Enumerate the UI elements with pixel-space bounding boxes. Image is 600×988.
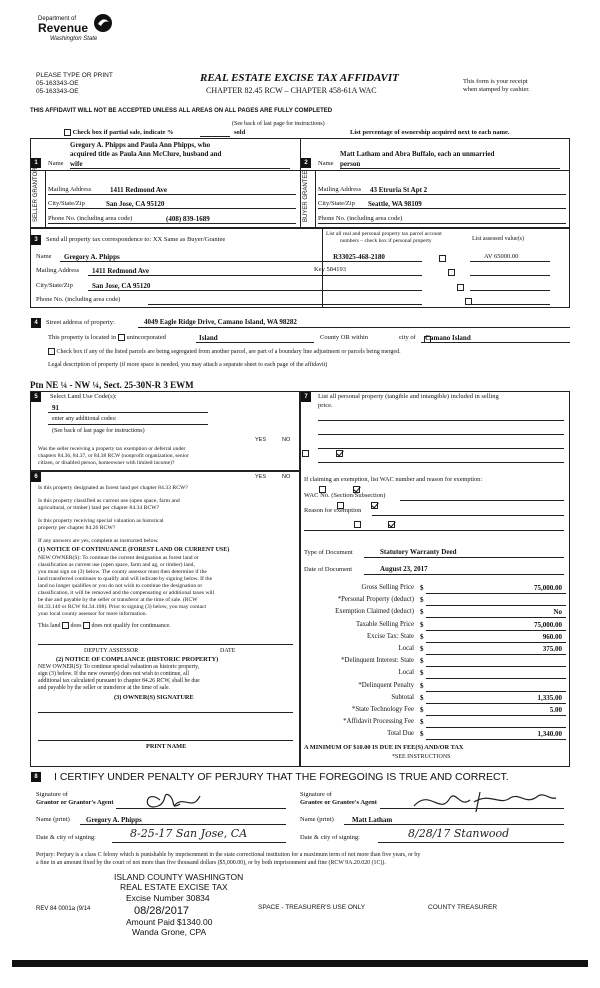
fee-label: Gross Selling Price xyxy=(361,584,414,591)
assessed-field-1 xyxy=(470,261,550,262)
notice-1-line7: be due and payable by the seller or transferor at the time of sale. (RCW xyxy=(38,597,198,603)
grantor-date-field xyxy=(112,842,286,843)
corr-address-label: Mailing Address xyxy=(36,267,80,274)
corr-phone-label: Phone No. (including area code) xyxy=(36,296,121,303)
owner-signature-label: (3) OWNER(S) SIGNATURE xyxy=(114,694,194,701)
parcel-number-2: Key 584193 xyxy=(314,266,346,273)
fee-currency: $ xyxy=(420,706,424,714)
fee-value-line xyxy=(426,715,566,716)
agency-line2: Revenue xyxy=(38,21,89,35)
section-1-badge: 1 xyxy=(31,158,41,168)
correspondence-label: Send all property tax correspondence to: XX Same as Buyer/Grantee xyxy=(46,236,226,243)
fee-value-line xyxy=(426,630,566,631)
parcel-personal-checkbox-2[interactable] xyxy=(448,269,455,276)
form-title: REAL ESTATE EXCISE TAX AFFIDAVIT xyxy=(200,72,399,84)
parcel-header-1: List all real and personal property tax parcel account xyxy=(326,231,442,237)
notice-1-line4: land transferred continues to qualify and will indicate by signing below. If the xyxy=(38,576,213,582)
grantor-date-label: Date & city of signing: xyxy=(36,834,96,841)
land-use-field xyxy=(48,412,208,413)
see-back-note: (See back of last page for instructions) xyxy=(232,121,325,127)
fee-currency: $ xyxy=(420,693,424,702)
notice-1-title: (1) NOTICE OF CONTINUANCE (FOREST LAND OR CURRENT USE) xyxy=(38,547,230,553)
stamp-line-1: ISLAND COUNTY WASHINGTON xyxy=(114,872,244,882)
corr-address-field xyxy=(88,275,315,276)
fee-currency: $ xyxy=(420,596,424,605)
fee-value-line xyxy=(426,593,566,594)
parcel-header-2: numbers – check box if personal property xyxy=(340,238,432,244)
grantee-date-label: Date & city of signing: xyxy=(300,834,360,841)
doc-type-field xyxy=(364,557,564,558)
seller-address-field xyxy=(48,194,296,195)
additional-codes-label: enter any additional codes: xyxy=(52,416,117,422)
fee-label: *Delinquent Interest: State xyxy=(341,657,414,665)
segregated-checkbox[interactable] xyxy=(48,348,55,355)
exemption-reason-field-2 xyxy=(304,530,564,531)
revenue-logo xyxy=(30,12,120,44)
grantor-name-label: Name (print) xyxy=(36,816,70,823)
fee-row xyxy=(304,682,566,693)
section-5-see-back: (See back of last page for instructions) xyxy=(52,428,145,434)
fee-row xyxy=(304,669,566,680)
ownership-note: List percentage of ownership acquired next to each name. xyxy=(350,129,510,136)
buyer-name-line1: Matt Latham and Abra Buffalo, each an unmarried xyxy=(340,150,495,158)
fee-value-line xyxy=(426,691,566,692)
does-checkbox[interactable] xyxy=(62,622,69,629)
fee-value: 375.00 xyxy=(542,645,562,653)
does-not-checkbox[interactable] xyxy=(83,622,90,629)
fee-currency: $ xyxy=(420,620,424,629)
notice-1-line6: classification, it will be removed and the compensating or additional taxes will xyxy=(38,590,215,596)
grantor-signature xyxy=(140,786,210,814)
grantee-sig-label-1: Signature of xyxy=(300,791,332,798)
fee-row xyxy=(304,657,566,668)
notice-2-line4: and payable by the seller or transferor at the time of sale. xyxy=(38,685,170,691)
personal-property-field-3 xyxy=(318,448,564,449)
seller-name-line2: acquired title as Paula Ann McClure, husband and xyxy=(70,150,222,158)
fee-value-line xyxy=(426,605,566,606)
partial-sale-line xyxy=(200,136,230,137)
stamp-line-6: Wanda Grone, CPA xyxy=(132,927,207,937)
notice-2-line1: NEW OWNER(S): To continue special valuation as historic property, xyxy=(38,664,200,670)
treasurer-use-label: SPACE - TREASURER'S USE ONLY xyxy=(258,904,366,911)
located-in-label: This property is located in xyxy=(48,334,117,341)
parcel-field-2 xyxy=(312,275,422,276)
county-field xyxy=(196,342,314,343)
exemption-question-3: citizen, or disabled person, homeowner with limited income)? xyxy=(38,460,175,466)
fee-value: 75,000.00 xyxy=(534,620,562,629)
stamp-line-2: REAL ESTATE EXCISE TAX xyxy=(120,882,228,892)
wac-label: WAC No. (Section/Subsection) xyxy=(304,492,386,499)
section-5-yes-header: YES xyxy=(255,437,267,443)
partial-sale-label: Check box if partial sale, indicate % xyxy=(72,129,174,136)
fee-row xyxy=(304,633,566,644)
personal-property-field-4 xyxy=(318,462,564,463)
exemption-reason-field-1 xyxy=(372,515,564,516)
buyer-city-label: City/State/Zip xyxy=(318,200,355,207)
section-6-box xyxy=(30,471,300,767)
parcel-personal-checkbox-3[interactable] xyxy=(457,284,464,291)
legal-description-label: Legal description of property (if more space is needed, you may attach a separate sheet to each page of the affidavit) xyxy=(48,362,328,368)
parcel-field-4 xyxy=(312,304,422,305)
fee-row xyxy=(304,730,566,741)
grantor-sig-label-2: Grantor or Grantor's Agent xyxy=(36,799,114,806)
fee-value-line xyxy=(426,666,566,667)
notice-1-line8: 84.33.140 or RCW 84.34.108). Prior to signing (3) below, you may contact xyxy=(38,604,207,610)
notice-2-line3: additional tax calculated pursuant to chapter 84.26 RCW, shall be due xyxy=(38,678,200,684)
property-address-field xyxy=(138,327,570,328)
fee-label: Subtotal xyxy=(391,693,414,701)
form-revision: REV 84 0001a (9/14 xyxy=(36,906,91,912)
seller-city-field xyxy=(48,208,296,209)
exemption-question-2: chapters 84.36, 84.37, or 84.38 RCW (nonprofit organization, senior xyxy=(38,453,189,459)
grantor-date-city: 8-25-17 San Jose, CA xyxy=(130,827,248,840)
fee-currency: $ xyxy=(420,718,424,727)
exemption-claim-label: If claiming an exemption, list WAC number and reason for exemption: xyxy=(304,476,483,483)
partial-sale-row xyxy=(64,129,174,136)
seller-phone-label: Phone No. (including area code) xyxy=(48,215,133,222)
doc-type-label: Type of Document xyxy=(304,549,353,556)
legal-description: Ptn NE ¼ - NW ¼, Sect. 25-30N-R 3 EWM xyxy=(30,380,194,390)
wac-field xyxy=(400,500,564,501)
buyer-address-field xyxy=(318,194,566,195)
buyer-address-label: Mailing Address xyxy=(318,186,362,193)
seller-phone-field xyxy=(48,223,296,224)
personal-property-field-2 xyxy=(318,434,564,435)
city-of-value: Camano Island xyxy=(425,334,471,342)
print-name-label: PRINT NAME xyxy=(146,743,187,750)
fee-label: Excise Tax: State xyxy=(367,632,414,640)
doc-type: Statutory Warranty Deed xyxy=(380,548,457,556)
deputy-signature-line xyxy=(38,644,293,645)
fee-value: No xyxy=(553,608,562,617)
section-3-badge: 3 xyxy=(31,235,41,245)
grantee-name-label: Name (print) xyxy=(300,816,334,823)
buyer-name-label: Name xyxy=(318,160,334,167)
current-use-question-2: agricultural, or timber) land per chapter 84.34 RCW? xyxy=(38,505,160,511)
fee-label: *Delinquent Penalty xyxy=(358,681,414,689)
assessed-header: List assessed value(s) xyxy=(472,236,524,242)
fee-currency: $ xyxy=(420,669,424,678)
fee-value: 75,000.00 xyxy=(534,584,562,592)
notice-2-title: (2) NOTICE OF COMPLIANCE (HISTORIC PROPERTY) xyxy=(56,656,219,663)
fee-row xyxy=(304,621,566,632)
fee-label: Local xyxy=(398,669,414,677)
section-5-badge: 5 xyxy=(31,392,41,402)
continuance-row xyxy=(38,622,171,630)
grantee-name-field xyxy=(344,824,564,825)
fee-value: 5.00 xyxy=(549,706,562,714)
additional-codes-field xyxy=(48,424,208,425)
unincorporated-label: unincorporated xyxy=(126,334,166,341)
stamp-line-3: Excise Number 30834 xyxy=(126,893,210,903)
buyer-city: Seattle, WA 98109 xyxy=(368,200,422,208)
segregated-label: Check box if any of the listed parcels are being segregated from another parcel, are part of a boundary line adjustment or parcels being merged. xyxy=(56,348,401,355)
fee-currency: $ xyxy=(420,681,424,690)
notice-1-line9: your local county assessor for more information. xyxy=(38,611,147,617)
form-subtitle: CHAPTER 82.45 RCW – CHAPTER 458-61A WAC xyxy=(206,86,377,95)
city-of-label: city of xyxy=(399,334,416,341)
fee-label: *State Technology Fee xyxy=(351,706,414,713)
section-8-badge: 8 xyxy=(31,772,41,782)
fee-label: Exemption Claimed (deduct) xyxy=(335,608,414,616)
personal-property-line1: List all personal property (tangible and intangible) included in selling xyxy=(318,393,499,400)
notice-1-line1: NEW OWNER(S): To continue the current designation as forest land or xyxy=(38,555,199,561)
section-6-badge: 6 xyxy=(31,472,41,482)
seller-address: 1411 Redmond Ave xyxy=(110,186,168,194)
receipt-note-2: when stamped by cashier. xyxy=(463,86,530,93)
grantee-date-field xyxy=(378,842,564,843)
any-yes-note: If any answers are yes, complete as instructed below. xyxy=(38,538,159,544)
corr-city: San Jose, CA 95120 xyxy=(92,282,151,290)
buyer-side-label: BUYER GRANTEE xyxy=(303,170,309,222)
notice-1-line3: you must sign on (3) below. The county assessor must then determine if the xyxy=(38,569,207,575)
grantor-sig-label-1: Signature of xyxy=(36,791,68,798)
exemption-reason-label: Reason for exemption xyxy=(304,507,362,514)
fee-value: 960.00 xyxy=(542,632,562,641)
parcel-number-1: R33025-468-2180 xyxy=(333,253,385,261)
section-2-badge: 2 xyxy=(301,158,311,168)
fee-value: 1,335.00 xyxy=(537,693,562,702)
deputy-assessor-label: DEPUTY ASSESSOR xyxy=(84,648,139,654)
corr-name: Gregory A. Phipps xyxy=(64,253,120,261)
assessed-field-3 xyxy=(470,290,550,291)
assessed-field-2 xyxy=(470,275,550,276)
fee-label: *Personal Property (deduct) xyxy=(337,596,414,604)
unincorporated-checkbox[interactable] xyxy=(118,334,125,341)
corr-city-label: City/State/Zip xyxy=(36,282,73,289)
stamp-line-5: Amount Paid $1340.00 xyxy=(126,917,213,927)
grantee-sig-label-2: Grantee or Grantee's Agent xyxy=(300,799,377,806)
property-address: 4049 Eagle Ridge Drive, Camano Island, WA 98282 xyxy=(144,318,297,326)
fee-value-line xyxy=(426,617,566,618)
minimum-fee-note: A MINIMUM OF $10.00 IS DUE IN FEE(S) AND/OR TAX xyxy=(304,744,464,751)
corr-city-field xyxy=(88,290,315,291)
certify-statement: I CERTIFY UNDER PENALTY OF PERJURY THAT THE FOREGOING IS TRUE AND CORRECT. xyxy=(54,771,509,783)
print-note: PLEASE TYPE OR PRINT xyxy=(36,72,113,79)
notice-1-line2: classification as current use (open space, farm and ag, or timber) land, xyxy=(38,562,195,568)
section-7-badge: 7 xyxy=(301,392,311,402)
buyer-phone-label: Phone No. (including area code) xyxy=(318,215,403,222)
property-address-label: Street address of property: xyxy=(46,319,115,326)
fee-row xyxy=(304,596,566,607)
seller-city-label: City/State/Zip xyxy=(48,200,85,207)
bottom-border-bar xyxy=(12,960,588,967)
assessed-value-1: AV 65000.00 xyxy=(484,253,519,260)
this-land-label: This land xyxy=(38,622,61,629)
located-row xyxy=(48,334,166,341)
fee-row xyxy=(304,694,566,705)
grantor-name-field xyxy=(80,824,286,825)
deputy-date-label: DATE xyxy=(220,648,236,654)
fee-value-line xyxy=(426,678,566,679)
parcel-field-3 xyxy=(312,290,422,291)
city-of-field xyxy=(421,342,570,343)
does-label: does xyxy=(70,622,82,629)
grantee-signature xyxy=(410,786,560,814)
notice-2-line2: sign (3) below. If the new owner(s) does not wish to continue, all xyxy=(38,671,189,677)
seller-name-field xyxy=(70,168,290,169)
grantee-printed-name: Matt Latham xyxy=(352,816,393,824)
section-5-no-header: NO xyxy=(282,437,291,443)
fee-row xyxy=(304,645,566,656)
fee-currency: $ xyxy=(420,632,424,641)
county-treasurer-label: COUNTY TREASURER xyxy=(428,904,498,911)
receipt-note-1: This form is your receipt xyxy=(463,78,528,85)
agency-line1: Department of xyxy=(38,16,77,22)
fee-value-line xyxy=(426,727,566,728)
grantor-printed-name: Gregory A. Phipps xyxy=(86,816,142,824)
doc-date-label: Date of Document xyxy=(304,566,353,573)
personal-property-field-1 xyxy=(318,420,564,421)
stamp-line-4: 08/28/2017 xyxy=(134,905,190,917)
seller-side-label: SELLER GRANTOR xyxy=(33,167,39,222)
form-number-1: 05-163343-OE xyxy=(36,80,79,87)
fee-currency: $ xyxy=(420,584,424,592)
corr-name-field xyxy=(60,261,315,262)
fee-row xyxy=(304,584,566,595)
fee-value: 1,340.00 xyxy=(537,730,562,739)
grantee-date-city: 8/28/17 Stanwood xyxy=(408,827,510,840)
section-4-badge: 4 xyxy=(31,318,41,328)
fee-currency: $ xyxy=(420,657,424,666)
fee-currency: $ xyxy=(420,730,424,739)
fee-label: Taxable Selling Price xyxy=(355,620,414,628)
forest-question: Is this property designated as forest land per chapter 84.33 RCW? xyxy=(38,485,188,491)
buyer-name-line2: person xyxy=(340,160,361,168)
seller-name-label: Name xyxy=(48,160,64,167)
fee-value-line xyxy=(426,739,566,740)
fee-value-line xyxy=(426,703,566,704)
fee-label: *Affidavit Processing Fee xyxy=(343,718,414,726)
parcel-personal-checkbox-1[interactable] xyxy=(439,255,446,262)
assessed-field-4 xyxy=(470,304,550,305)
buyer-name-field xyxy=(340,168,560,169)
notice-1-line5: land no longer qualifies or you do not wish to continue the designation or xyxy=(38,583,203,589)
buyer-phone-field xyxy=(318,223,566,224)
unincorporated-county: Island xyxy=(199,334,218,342)
seller-name-line1: Gregory A. Phipps and Paula Ann Phipps, who xyxy=(70,141,211,149)
owner-signature-line-2 xyxy=(38,740,293,741)
corr-address: 1411 Redmond Ave xyxy=(92,267,150,275)
fee-row xyxy=(304,608,566,619)
does-not-label: does not qualify for continuance. xyxy=(91,622,171,629)
fee-row xyxy=(304,718,566,729)
sold-label: sold xyxy=(234,129,246,136)
revenue-swirl-icon xyxy=(92,12,114,34)
section-6-yes-header: YES xyxy=(255,474,267,480)
fee-label: Local xyxy=(398,645,414,652)
historic-question-2: property per chapter 84.26 RCW? xyxy=(38,525,116,531)
county-label: County OR within xyxy=(320,334,369,341)
seller-name-line3: wife xyxy=(70,160,83,168)
seller-phone: (408) 839-1689 xyxy=(166,215,210,223)
buyer-address: 43 Etruria St Apt 2 xyxy=(370,186,428,194)
fee-value-line xyxy=(426,654,566,655)
fee-currency: $ xyxy=(420,645,424,653)
perjury-line-1: Perjury: Perjury is a class C felony which is punishable by imprisonment in the state correctional institution for a maximum term of not more than five years, or by xyxy=(36,852,421,858)
segregated-row xyxy=(48,348,401,356)
land-use-code: 91 xyxy=(52,404,59,412)
fee-row xyxy=(304,706,566,717)
fee-currency: $ xyxy=(420,608,424,617)
doc-date: August 23, 2017 xyxy=(380,565,428,573)
land-use-label: Select Land Use Code(s): xyxy=(50,393,117,400)
partial-sale-checkbox[interactable] xyxy=(64,129,71,136)
perjury-line-2: a fine in an amount fixed by the court of not more than five thousand dollars ($5,000.00), or by both imprisonment and fine (RCW 9A.20.020 (1C)). xyxy=(36,860,386,866)
warning-text: THIS AFFIDAVIT WILL NOT BE ACCEPTED UNLESS ALL AREAS ON ALL PAGES ARE FULLY COMPLETED xyxy=(30,108,333,114)
corr-phone-field xyxy=(148,304,315,305)
doc-date-field xyxy=(364,574,564,575)
personal-property-line2: price. xyxy=(318,402,333,409)
parcel-field-1 xyxy=(312,261,422,262)
agency-line3: Washington State xyxy=(50,36,98,42)
exemption-question-1: Was the seller receiving a property tax exemption or deferral under xyxy=(38,446,186,452)
form-number-2: 05-163343-OE xyxy=(36,88,79,95)
buyer-city-field xyxy=(318,208,566,209)
seller-city: San Jose, CA 95120 xyxy=(106,200,165,208)
fee-value-line xyxy=(426,642,566,643)
current-use-question-1: Is this property classified as current use (open space, farm and xyxy=(38,498,180,504)
section-6-no-header: NO xyxy=(282,474,291,480)
fee-label: Total Due xyxy=(387,730,414,738)
corr-name-label: Name xyxy=(36,253,52,260)
owner-signature-line-1 xyxy=(38,712,293,713)
seller-address-label: Mailing Address xyxy=(48,186,92,193)
historic-question-1: Is this property receiving special valuation as historical xyxy=(38,518,164,524)
see-instructions-note: *SEE INSTRUCTIONS xyxy=(392,754,451,760)
